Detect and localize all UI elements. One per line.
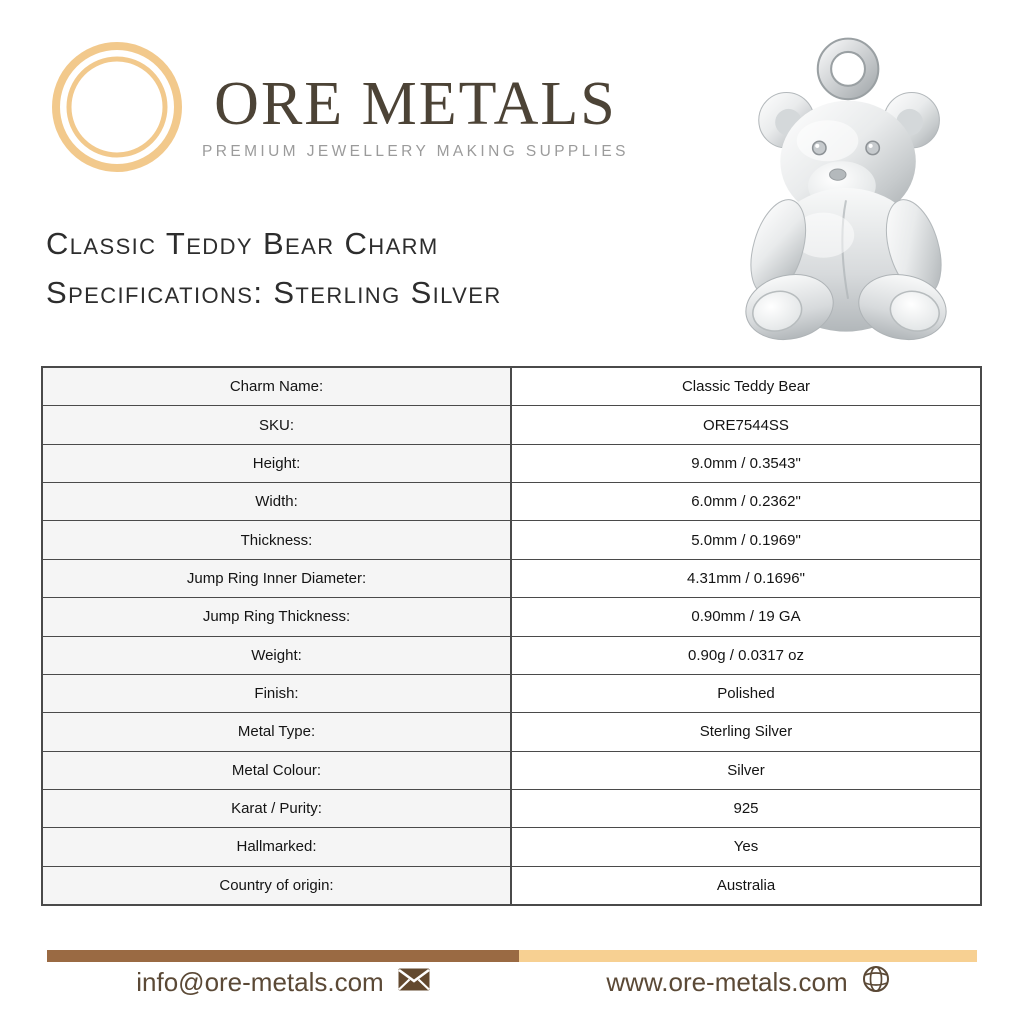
table-row	[43, 483, 980, 521]
table-row	[43, 637, 980, 675]
spec-value: 0.90mm / 19 GA	[512, 598, 980, 635]
table-row	[43, 521, 980, 559]
spec-value: 4.31mm / 0.1696"	[512, 560, 980, 597]
double-ring-icon	[50, 40, 184, 174]
spec-label: Hallmarked:	[43, 828, 512, 865]
spec-value: 9.0mm / 0.3543"	[512, 445, 980, 482]
footer-contact-row	[47, 960, 977, 1004]
spec-label: SKU:	[43, 406, 512, 443]
spec-value: Yes	[512, 828, 980, 865]
spec-label: Jump Ring Inner Diameter:	[43, 560, 512, 597]
spec-label: Weight:	[43, 637, 512, 674]
spec-label: Height:	[43, 445, 512, 482]
spec-table	[41, 366, 982, 906]
envelope-icon	[398, 967, 430, 998]
spec-label: Metal Colour:	[43, 752, 512, 789]
brand-name: ORE METALS	[214, 70, 617, 138]
website-contact	[519, 960, 977, 1004]
table-row	[43, 790, 980, 828]
product-title-line1: Classic Teddy Bear Charm	[46, 226, 439, 261]
table-row	[43, 752, 980, 790]
teddy-bear-charm-image	[692, 34, 1000, 344]
spec-label: Charm Name:	[43, 368, 512, 405]
spec-value: Silver	[512, 752, 980, 789]
spec-label: Finish:	[43, 675, 512, 712]
table-row	[43, 368, 980, 406]
spec-value: Classic Teddy Bear	[512, 368, 980, 405]
table-row	[43, 675, 980, 713]
brand-tagline: PREMIUM JEWELLERY MAKING SUPPLIES	[202, 143, 629, 161]
product-photo	[692, 34, 1000, 349]
spec-label: Karat / Purity:	[43, 790, 512, 827]
website-link[interactable]: www.ore-metals.com	[606, 966, 848, 997]
table-row	[43, 828, 980, 866]
table-row	[43, 598, 980, 636]
email-link[interactable]: info@ore-metals.com	[136, 966, 384, 997]
spec-value: 0.90g / 0.0317 oz	[512, 637, 980, 674]
spec-label: Metal Type:	[43, 713, 512, 750]
spec-value: 925	[512, 790, 980, 827]
brand-logo-ring	[50, 40, 184, 179]
brand-text-block	[202, 72, 629, 161]
spec-value: ORE7544SS	[512, 406, 980, 443]
product-title	[46, 219, 502, 317]
spec-value: Polished	[512, 675, 980, 712]
spec-value: Sterling Silver	[512, 713, 980, 750]
table-row	[43, 406, 980, 444]
spec-label: Width:	[43, 483, 512, 520]
spec-label: Jump Ring Thickness:	[43, 598, 512, 635]
table-row	[43, 445, 980, 483]
email-contact	[47, 960, 519, 1004]
spec-label: Country of origin:	[43, 867, 512, 904]
product-title-line2: Specifications: Sterling Silver	[46, 275, 502, 310]
spec-value: 6.0mm / 0.2362"	[512, 483, 980, 520]
globe-icon	[862, 965, 890, 1000]
spec-label: Thickness:	[43, 521, 512, 558]
spec-value: 5.0mm / 0.1969"	[512, 521, 980, 558]
table-row	[43, 867, 980, 904]
table-row	[43, 713, 980, 751]
spec-value: Australia	[512, 867, 980, 904]
table-row	[43, 560, 980, 598]
